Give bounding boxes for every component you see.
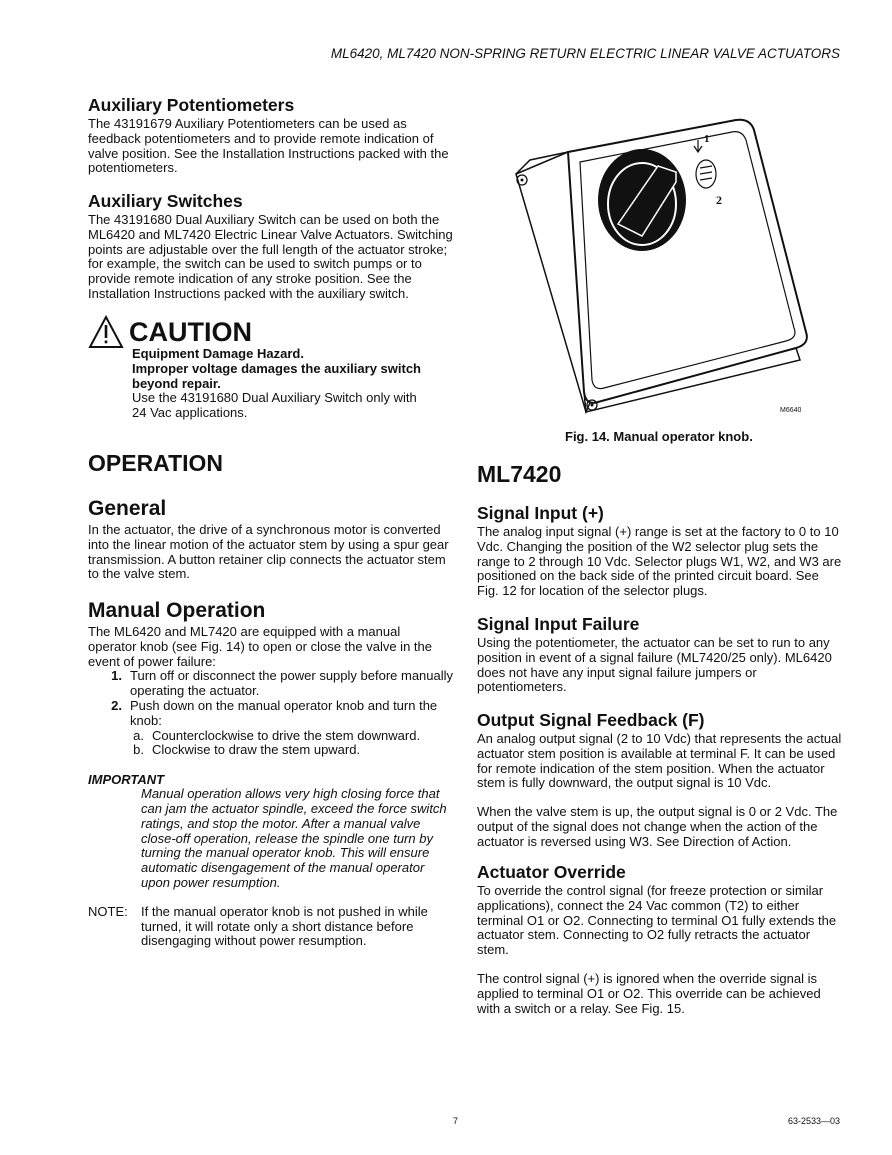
caution-box xyxy=(88,315,458,421)
section-heading: Auxiliary Potentiometers xyxy=(88,95,295,115)
text-line: provide remote indication of any stroke position. See the xyxy=(88,271,412,287)
paragraph xyxy=(477,732,847,791)
step-number: 2. xyxy=(111,697,122,713)
text-line: beyond repair. xyxy=(132,375,221,391)
text-line: turned, it will rotate only a short distance before xyxy=(141,918,414,934)
text-line: applications), connect the 24 Vac common (T2) to either xyxy=(477,897,800,913)
text-line: applied to terminal O1 or O2. This override can be achieved xyxy=(477,985,821,1001)
text-line: The 43191680 Dual Auxiliary Switch can be used on both the xyxy=(88,212,440,227)
sub-list-item xyxy=(88,743,458,758)
text-line: disengaging without power resumption. xyxy=(141,933,367,949)
sub-number: a. xyxy=(133,727,144,743)
text-line: Equipment Damage Hazard. xyxy=(132,346,304,361)
sub-number: b. xyxy=(133,742,144,758)
paragraph xyxy=(88,117,453,176)
text-line: ML6420 and ML7420 Electric Linear Valve Actuators. Switching xyxy=(88,226,453,242)
text-line: The 43191679 Auxiliary Potentiometers can be used as xyxy=(88,116,407,131)
text-line: To override the control signal (for freeze protection or similar xyxy=(477,883,824,898)
ml7420-heading: ML7420 xyxy=(477,461,562,487)
section-heading: Signal Input (+) xyxy=(477,503,604,523)
section-heading: Actuator Override xyxy=(477,862,626,882)
text-line: with a switch or a relay. See Fig. 15. xyxy=(477,1000,685,1016)
text-line: potentiometers. xyxy=(88,160,178,176)
text-line: operator knob (see Fig. 14) to open or close the valve in the xyxy=(88,638,432,654)
text-line: feedback potentiometers and to provide remote indication of xyxy=(88,130,434,146)
text-line: Use the 43191680 Dual Auxiliary Switch only with xyxy=(132,390,417,406)
text-line: Turn off or disconnect the power supply before manually xyxy=(130,668,454,684)
paragraph xyxy=(477,636,847,695)
paragraph xyxy=(88,625,458,669)
section-heading: Manual Operation xyxy=(88,599,266,622)
figure-manual-knob xyxy=(500,112,815,422)
text-line: actuator is reversed using W3. See Direction of Action. xyxy=(477,833,792,849)
text-line: actuator stem. Connecting to O2 fully retracts the actuator xyxy=(477,927,811,943)
text-line: turning the manual operator knob. This will ensure xyxy=(141,845,430,861)
text-line: An analog output signal (2 to 10 Vdc) that represents the actual xyxy=(477,731,842,746)
section-aux-potentiometers xyxy=(88,95,453,176)
text-line: Fig. 12 for location of the selector plugs. xyxy=(477,583,708,599)
text-line: Vdc. Changing the position of the W2 selector plug sets the xyxy=(477,538,819,554)
text-line: knob: xyxy=(130,712,162,728)
text-line: valve position. See the Installation Instructions packed with the xyxy=(88,145,449,161)
text-line: stem. xyxy=(477,942,509,958)
text-line: The control signal (+) is ignored when the override signal is xyxy=(477,970,817,986)
text-line: automatic disengagement of the manual operator xyxy=(141,860,425,876)
section-signal-failure xyxy=(477,614,847,695)
section-heading: Output Signal Feedback (F) xyxy=(477,710,705,730)
section-heading: Auxiliary Switches xyxy=(88,191,243,211)
paragraph xyxy=(477,972,847,1016)
operation-heading: OPERATION xyxy=(88,450,224,476)
list-item xyxy=(88,669,458,699)
text-line: potentiometers. xyxy=(477,679,567,695)
text-line: output of the signal does not change when the action of the xyxy=(477,818,818,834)
text-line: to the valve stem. xyxy=(88,566,190,582)
steps-list xyxy=(88,669,458,728)
text-line: does not have any input signal failure jumpers or xyxy=(477,664,757,680)
caution-title: CAUTION xyxy=(129,317,252,347)
text-line: terminal O1 or O2. Connecting to terminal O1 fully extends the xyxy=(477,912,837,928)
figure-label-1: 1 xyxy=(704,133,710,145)
sub-list-item xyxy=(88,729,458,744)
section-heading: General xyxy=(88,497,167,520)
text-line: can jam the actuator spindle, exceed the force switch xyxy=(141,800,447,816)
text-line: for remote indication of the stem position. When the actuator xyxy=(477,760,825,776)
paragraph xyxy=(88,213,453,302)
paragraph xyxy=(477,805,847,849)
text-line: Push down on the manual operator knob and turn the xyxy=(130,697,438,713)
figure-label-2: 2 xyxy=(716,193,722,207)
text-line: When the valve stem is up, the output signal is 0 or 2 Vdc. The xyxy=(477,804,838,820)
text-line: position in event of a signal failure (ML7420/25 only). ML6420 xyxy=(477,649,832,665)
note-label: NOTE: xyxy=(88,903,128,919)
section-manual-operation xyxy=(88,599,458,949)
text-line: transmission. A button retainer clip connects the actuator stem xyxy=(88,551,446,567)
text-line: range to 2 through 10 Vdc. Selector plugs W1, W2, and W3 are xyxy=(477,553,842,569)
section-general xyxy=(88,497,453,582)
section-actuator-override xyxy=(477,862,847,1016)
text-line: for example, the switch can be used to switch pumps or to xyxy=(88,256,422,272)
text-line: points are adjustable over the full length of the actuator stroke; xyxy=(88,241,448,257)
section-output-feedback xyxy=(477,710,847,850)
list-item xyxy=(88,699,458,729)
note xyxy=(88,905,458,949)
text-line: actuator stem position is available at terminal F. It can be used xyxy=(477,745,836,761)
text-line: Using the potentiometer, the actuator can be set to run to any xyxy=(477,635,830,650)
text-line: into the linear motion of the actuator stem by using a spur gear xyxy=(88,536,449,552)
text-line: event of power failure: xyxy=(88,653,216,669)
paragraph xyxy=(477,884,847,958)
figure-code: M6640 xyxy=(780,407,802,414)
caution-text xyxy=(132,347,458,421)
text-line: 24 Vac applications. xyxy=(132,405,248,421)
figure-caption: Fig. 14. Manual operator knob. xyxy=(565,429,753,444)
text-line: operating the actuator. xyxy=(130,683,260,699)
section-aux-switches xyxy=(88,191,453,302)
step-number: 1. xyxy=(111,668,122,684)
section-heading: Signal Input Failure xyxy=(477,614,640,634)
text-line: ratings, and stop the motor. After a manual valve xyxy=(141,815,421,831)
text-line: If the manual operator knob is not pushed in while xyxy=(141,903,428,919)
running-header: ML6420, ML7420 NON-SPRING RETURN ELECTRIC LINEAR VALVE ACTUATORS xyxy=(330,46,840,61)
text-line: The analog input signal (+) range is set at the factory to 0 to 10 xyxy=(477,524,839,539)
text-line: upon power resumption. xyxy=(141,874,281,890)
text-line: stem is fully downward, the output signal is 10 Vdc. xyxy=(477,775,772,791)
text-line: Counterclockwise to drive the stem downward. xyxy=(152,727,421,743)
warning-triangle-icon xyxy=(88,315,124,349)
actuator-illustration xyxy=(500,112,815,422)
important-label: IMPORTANT xyxy=(88,772,165,788)
text-line: Clockwise to draw the stem upward. xyxy=(152,742,361,758)
text-line: positioned on the back side of the printed circuit board. See xyxy=(477,568,819,584)
document-number: 63-2533—03 xyxy=(787,1116,840,1126)
text-line: In the actuator, the drive of a synchronous motor is converted xyxy=(88,522,441,537)
text-line: Installation Instructions packed with the auxiliary switch. xyxy=(88,285,409,301)
text-line: Improper voltage damages the auxiliary switch xyxy=(132,360,421,376)
text-line: The ML6420 and ML7420 are equipped with a manual xyxy=(88,624,401,639)
paragraph xyxy=(88,523,453,582)
paragraph xyxy=(477,525,847,599)
text-line: close-off operation, release the spindle one turn by xyxy=(141,830,433,846)
page-number: 7 xyxy=(453,1116,459,1126)
section-signal-input xyxy=(477,503,847,599)
text-line: Manual operation allows very high closing force that xyxy=(141,786,440,802)
important-text xyxy=(141,787,458,891)
